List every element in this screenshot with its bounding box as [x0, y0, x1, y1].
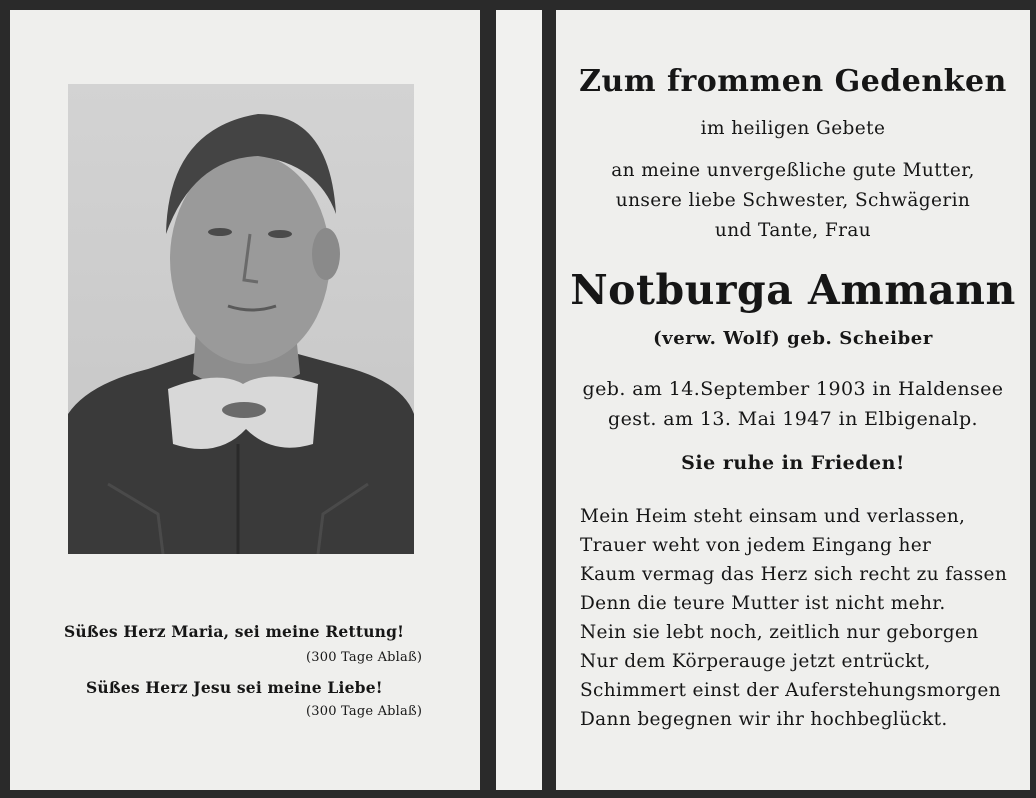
poem-line: Nein sie lebt noch, zeitlich nur geborgen	[580, 622, 979, 643]
poem-line: Schimmert einst der Auferstehungsmorgen	[580, 680, 1001, 701]
birth-date: geb. am 14.September 1903 in Haldensee	[582, 378, 1004, 400]
portrait-illustration	[68, 84, 414, 554]
prayer-mary: Süßes Herz Maria, sei meine Rettung!	[64, 622, 405, 641]
death-date: gest. am 13. Mai 1947 in Elbigenalp.	[608, 408, 978, 430]
poem-line: Denn die teure Mutter ist nicht mehr.	[580, 593, 946, 614]
poem-line: Trauer weht von jedem Eingang her	[580, 535, 932, 556]
rest-in-peace: Sie ruhe in Frieden!	[681, 452, 905, 474]
poem-line: Nur dem Körperauge jetzt entrückt,	[580, 651, 931, 672]
intro-line: im heiligen Gebete	[700, 118, 886, 139]
right-card	[556, 10, 1030, 790]
deceased-name: Notburga Ammann	[570, 266, 1016, 314]
portrait-photo	[68, 84, 414, 554]
prayer-jesus: Süßes Herz Jesu sei meine Liebe!	[86, 678, 383, 697]
fold-gutter	[496, 10, 542, 790]
poem-line: Mein Heim steht einsam und verlassen,	[580, 506, 966, 527]
maiden-name: (verw. Wolf) geb. Scheiber	[653, 328, 933, 349]
indulgence-mary: (300 Tage Ablaß)	[306, 650, 423, 665]
card-heading: Zum frommen Gedenken	[579, 64, 1007, 99]
poem-line: Kaum vermag das Herz sich recht zu fassen	[580, 564, 1008, 585]
intro-line: an meine unvergeßliche gute Mutter,	[611, 160, 975, 181]
left-card	[10, 10, 480, 790]
poem-line: Dann begegnen wir ihr hochbeglückt.	[580, 709, 948, 730]
intro-line: und Tante, Frau	[714, 220, 872, 241]
intro-line: unsere liebe Schwester, Schwägerin	[615, 190, 971, 211]
indulgence-jesus: (300 Tage Ablaß)	[306, 704, 423, 719]
